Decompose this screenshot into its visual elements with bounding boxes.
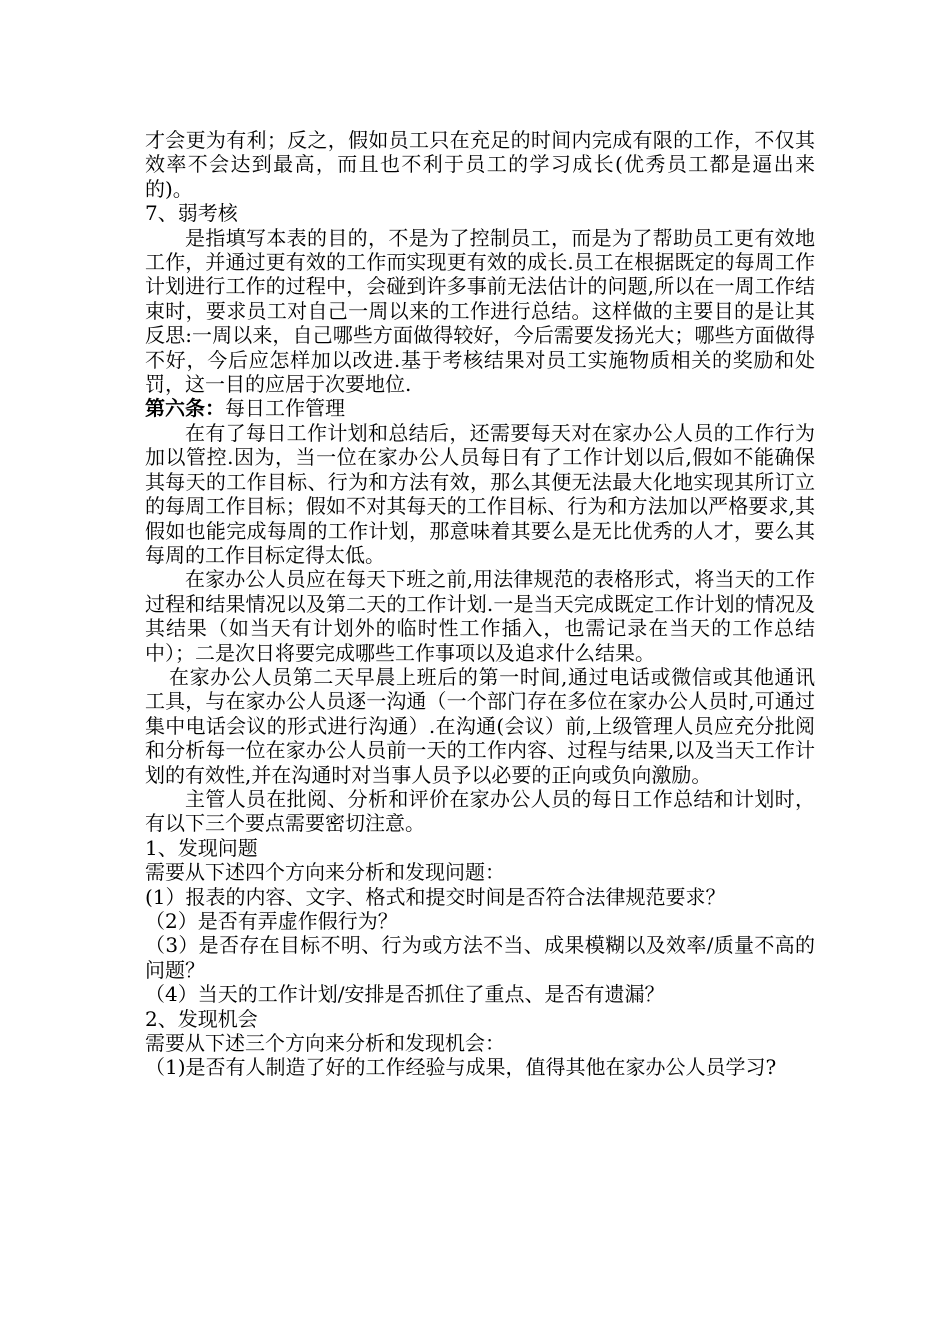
section-title: 每日工作管理 xyxy=(225,396,345,421)
paragraph-weak-assessment: 是指填写本表的目的，不是为了控制员工，而是为了帮助员工更有效地工作，并通过更有效的工作而实现更有效的成长.员工在根据既定的每周工作计划进行工作的过程中，会碰到许多事前无法估计的问题,所以在一周工作结束时，要求员工对自己一周以来的工作进行总结。这样做的主要目的是让其反思:一周以来，自己哪些方面做得较好，今后需要发扬光大；哪些方面做得不好，今后应怎样加以改进.基于考核结果对员工实施物质相关的奖励和处罚，这一目的应居于次要地位. xyxy=(145,225,815,397)
paragraph-problem-directions: 需要从下述四个方向来分析和发现问题： xyxy=(145,860,505,885)
list-item-problem-3: （3）是否存在目标不明、行为或方法不当、成果模糊以及效率/质量不高的问题？ xyxy=(145,933,815,982)
item-heading-find-opportunities: 2、发现机会 xyxy=(145,1006,258,1031)
document-body xyxy=(145,128,815,1080)
item-heading-weak-assessment: 7、弱考核 xyxy=(145,201,238,226)
paragraph-daily-management: 在有了每日工作计划和总结后，还需要每天对在家办公人员的工作行为加以管控.因为，当一位在家办公人员每日有了工作计划以后,假如不能确保其每天的工作目标、行为和方法有效，那么其便无法最大化地实现其所订立的每周工作目标；假如不对其每天的工作目标、行为和方法加以严格要求,其假如也能完成每周的工作计划，那意味着其要么是无比优秀的人才，要么其每周的工作目标定得太低。 xyxy=(145,420,815,567)
list-item-problem-2: （2）是否有弄虚作假行为？ xyxy=(145,909,398,933)
list-item-problem-4: （4）当天的工作计划/安排是否抓住了重点、是否有遗漏？ xyxy=(145,982,665,1007)
paragraph-opportunity-directions: 需要从下述三个方向来分析和发现机会： xyxy=(145,1031,505,1056)
paragraph-morning-communication: 在家办公人员第二天早晨上班后的第一时间,通过电话或微信或其他通讯工具，与在家办公人员逐一沟通（一个部门存在多位在家办公人员时,可通过集中电话会议的形式进行沟通）.在沟通(会议）前,上级管理人员应充分批阅和分析每一位在家办公人员前一天的工作内容、过程与结果,以及当天工作计划的有效性,并在沟通时对当事人员予以必要的正向或负向激励。 xyxy=(145,664,815,787)
section-label: 第六条： xyxy=(145,396,225,421)
paragraph-daily-report: 在家办公人员应在每天下班之前,用法律规范的表格形式，将当天的工作过程和结果情况以及第二天的工作计划.一是当天完成既定工作计划的情况及其结果（如当天有计划外的临时性工作插入，也需记录在当天的工作总结中）；二是次日将要完成哪些工作事项以及追求什么结果。 xyxy=(145,567,815,665)
paragraph-review-points: 主管人员在批阅、分析和评价在家办公人员的每日工作总结和计划时，有以下三个要点需要密切注意。 xyxy=(145,786,815,836)
paragraph-continuation: 才会更为有利；反之，假如员工只在充足的时间内完成有限的工作，不仅其效率不会达到最高，而且也不利于员工的学习成长(优秀员工都是逼出来的)。 xyxy=(145,128,815,201)
section-heading xyxy=(145,396,815,420)
item-heading-find-problems: 1、发现问题 xyxy=(145,835,258,860)
list-item-problem-1: (1）报表的内容、文字、格式和提交时间是否符合法律规范要求？ xyxy=(145,884,726,909)
list-item-opportunity-1: （1)是否有人制造了好的工作经验与成果，值得其他在家办公人员学习? xyxy=(145,1055,777,1080)
